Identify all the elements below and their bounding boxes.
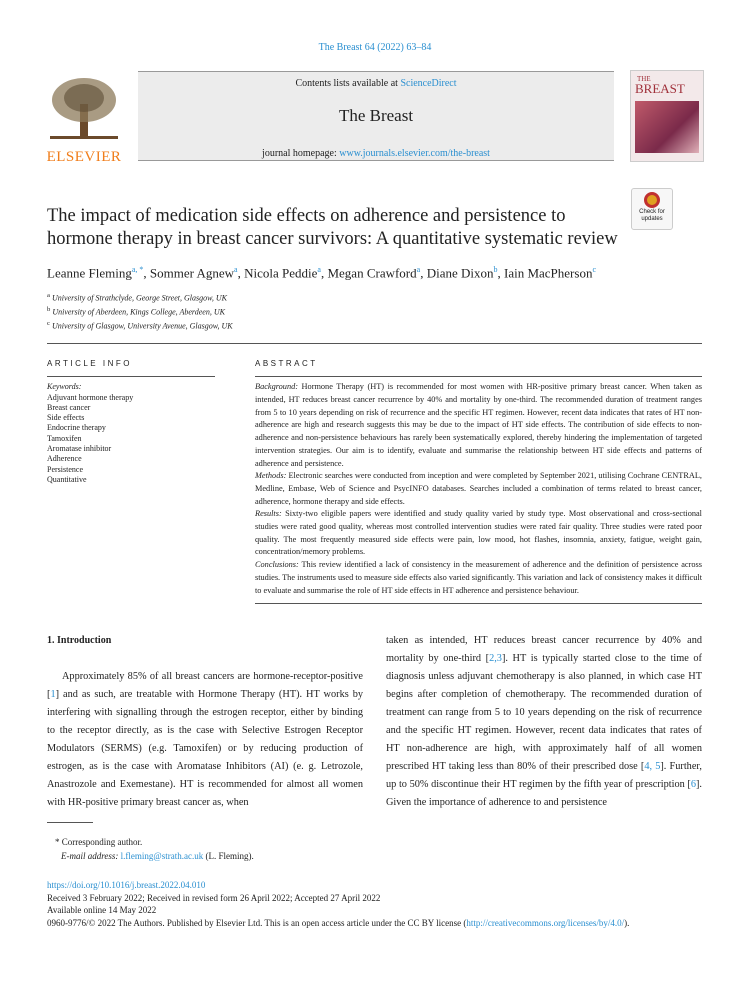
- citation-link[interactable]: 1: [50, 689, 56, 701]
- affiliation: [47, 290, 467, 304]
- divider: [47, 376, 215, 377]
- text-segment: [: [47, 689, 51, 701]
- divider: [255, 603, 702, 604]
- author-affiliation-mark[interactable]: a: [416, 265, 421, 274]
- author-name: Iain MacPherson: [504, 265, 593, 281]
- copyright-line: 0960-9776/© 2022 The Authors. Published by Elsevier Ltd. This is an open access article under the CC BY license (http://creativecommons.org/licenses/by/4.0/).: [47, 917, 630, 928]
- intro-column-left: [47, 632, 363, 812]
- article-body: [47, 0, 702, 949]
- affiliation-mark: b: [47, 305, 51, 313]
- footnote-divider: [47, 822, 93, 823]
- license-link[interactable]: http://creativecommons.org/licenses/by/4.0/: [466, 917, 625, 928]
- article-info-heading: ARTICLE INFO: [47, 359, 132, 369]
- text-segment: ]. Given the importance of adherence to and persistence: [386, 779, 702, 809]
- abstract-text: Hormone Therapy (HT) is recommended for most women with HR-positive primary breast cancer. When taken as intended, HT reduces breast cancer recurrence by 40% and mortality by one-third. The recommended duration of treatment ranges from 5 to 10 years depending on risk of recurrence and the specific HT regimen. However, recent data indicates that rates of HT non-adherence are high and research suggests this may be due to the impact of HT side effects. The contribution of side effects to non-adherence and non-persistence behaviours has rarely been systematically explored, thereby hindering the implementation of targeted intervention strategies. Our aim is to identify, evaluate and summarise the relationship between HT side effects and patterns of adherence and persistence.: [255, 382, 702, 468]
- abstract-heading: ABSTRACT: [255, 359, 318, 369]
- section-heading-introduction: 1. Introduction: [47, 635, 112, 647]
- affiliation-text: University of Glasgow, University Avenue, Glasgow, UK: [51, 321, 233, 331]
- author-name: Nicola Peddie: [244, 265, 318, 281]
- abstract-label: Conclusions:: [255, 560, 299, 570]
- abstract-section: [255, 381, 702, 470]
- text-segment: ]: [55, 689, 60, 701]
- check-for-updates-button[interactable]: Check for updates: [631, 188, 673, 230]
- abstract-label: Results:: [255, 509, 282, 519]
- article-info: [47, 358, 215, 604]
- abstract-text: Electronic searches were conducted from inception and were completed by September 2021, utilising Cochrane CENTRAL, Medline, Embase, Web of Science and PsycINFO databases. Searches included a combination of terms related to breast cancer, adherence, hormone therapy and side effects.: [255, 471, 702, 506]
- citation-link[interactable]: 4, 5: [644, 761, 661, 773]
- sciencedirect-link[interactable]: ScienceDirect: [400, 78, 457, 89]
- keyword: Quantitative: [47, 474, 87, 484]
- homepage-link[interactable]: www.journals.elsevier.com/the-breast: [339, 148, 490, 159]
- citation-link[interactable]: 6: [690, 779, 696, 791]
- abstract-section: [255, 508, 702, 559]
- contents-line: Contents lists available at ScienceDirect: [295, 78, 457, 89]
- journal-name: The Breast: [338, 106, 414, 125]
- cover-title: THE: [637, 75, 651, 83]
- received-dates: Received 3 February 2022; Received in revised form 26 April 2022; Accepted 27 April 2022: [47, 892, 381, 903]
- abstract-section: [255, 559, 702, 597]
- keyword: Persistence: [47, 464, 83, 474]
- abstract-body: [255, 381, 702, 597]
- affiliation: [47, 318, 467, 332]
- author-affiliation-mark[interactable]: b: [493, 265, 498, 274]
- author-list: Leanne Fleming$^{a, *}$, Sommer Agnew$^a$, Nicola Peddie$^a$, Megan Crawford$^a$, Diane Dixon$^b$, Iain MacPherson$^c$: [47, 265, 597, 281]
- divider: [47, 343, 702, 344]
- keyword: Aromatase inhibitor: [47, 444, 112, 454]
- keywords-label: Keywords:: [47, 382, 82, 392]
- author-name: Leanne Fleming: [47, 265, 132, 281]
- homepage-line: journal homepage: www.journals.elsevier.com/the-breast: [262, 148, 490, 159]
- keyword: Endocrine therapy: [47, 423, 106, 433]
- abstract-label: Methods:: [255, 471, 287, 481]
- text-segment: ]. Further, up to 50% discontinue their HT regimen by the fifth year of prescription [: [386, 761, 702, 791]
- affiliations: [47, 290, 467, 331]
- intro-column-right: [386, 632, 702, 812]
- keyword: Breast cancer: [47, 402, 91, 412]
- article-title: The impact of medication side effects on adherence and persistence to hormone therapy in breast cancer survivors: A quantitative systematic review: [47, 206, 618, 249]
- affiliation-mark: a: [47, 292, 50, 300]
- affiliation: [47, 304, 467, 318]
- affiliation-mark: c: [47, 319, 50, 327]
- email-link[interactable]: l.fleming@strath.ac.uk: [120, 851, 204, 862]
- citation-link[interactable]: 2,3: [489, 653, 502, 665]
- article-info-and-abstract: [47, 358, 702, 604]
- introduction: [47, 632, 702, 812]
- text-segment: ]. HT is typically started close to the time of diagnosis unless adjuvant chemotherapy is also planned, in which case HT begins after completion of chemotherapy. The recommended duration of treatment can range from 5 to 10 years depending on the risk of recurrence and the specific HT regimen. However, recent data indicates that rates of HT non-adherence are high, with approximately half of all women prescribed HT taking less than 80% of their prescribed dose [: [386, 653, 702, 773]
- author-affiliation-mark[interactable]: a: [317, 265, 321, 274]
- corresponding-author-footnote: * Corresponding author. E-mail address: l.fleming@strath.ac.uk (L. Fleming).: [55, 837, 254, 862]
- keywords: [47, 382, 215, 485]
- doi-link[interactable]: https://doi.org/10.1016/j.breast.2022.04.010: [47, 880, 206, 891]
- abstract-label: Background:: [255, 382, 299, 392]
- keyword: Side effects: [47, 413, 85, 423]
- abstract: [255, 358, 702, 604]
- author-affiliation-mark[interactable]: c: [592, 265, 597, 274]
- text-segment: and as such, are treatable with Hormone Therapy (HT). HT works by interfering with signalling through the estrogen receptor, either by binding to the receptor directly, as is the case with Selective Estrogen Receptor Modulators (SERMS) (e.g. Tamoxifen) or by reducing production of estrogen, as is the case with Aromatase Inhibitors (AI) (e. g. Letrozole, Anastrozole and Exemestane). HT is recommended for almost all women with HR-positive primary breast cancer as, when: [47, 689, 363, 809]
- article-metadata: [47, 879, 702, 929]
- abstract-section: [255, 470, 702, 508]
- abstract-text: Sixty-two eligible papers were identified and study quality varied by study type. Most observational and cross-sectional studies were rated good quality, whereas most controlled intervention studies were rated fair quality. Three studies were rated poor quality. The most frequently measured side effects were pain, low mood, hot flashes, insomnia, anxiety, fatigue, weight gain, concentration/memory problems.: [255, 509, 702, 557]
- affiliation-text: University of Strathclyde, George Street, Glasgow, UK: [51, 293, 227, 303]
- keyword: Adherence: [47, 454, 82, 464]
- keyword: Tamoxifen: [47, 433, 82, 443]
- abstract-text: This review identified a lack of consistency in the measurement of adherence and the definition of persistence across studies. The instruments used to measure side effects also varied significantly. This variation and lack of consistency makes it difficult to evaluate and summarise the role of HT side effects in HT adherence and persistence behaviour.: [255, 560, 702, 595]
- publisher-name: ELSEVIER: [46, 149, 122, 165]
- author-name: Megan Crawford: [327, 265, 417, 281]
- author-name: Sommer Agnew: [149, 265, 235, 281]
- text-segment: taken as intended, HT reduces breast cancer recurrence by 40% and mortality by one-third [: [386, 635, 702, 665]
- author-affiliation-mark[interactable]: a, *: [131, 265, 144, 274]
- journal-reference-link[interactable]: The Breast 64 (2022) 63–84: [318, 42, 432, 53]
- cover-title: BREAST: [635, 81, 685, 96]
- text-segment: Approximately 85% of all breast cancers are hormone-receptor-positive: [62, 671, 363, 683]
- affiliation-text: University of Aberdeen, Kings College, Aberdeen, UK: [52, 307, 225, 317]
- author-affiliation-mark[interactable]: a: [234, 265, 238, 274]
- keyword-list: [47, 393, 215, 486]
- author-name: Diane Dixon: [426, 265, 494, 281]
- keyword: Adjuvant hormone therapy: [47, 392, 134, 402]
- intro-left-text: [47, 668, 363, 812]
- available-online: Available online 14 May 2022: [47, 905, 157, 916]
- divider: [255, 376, 702, 377]
